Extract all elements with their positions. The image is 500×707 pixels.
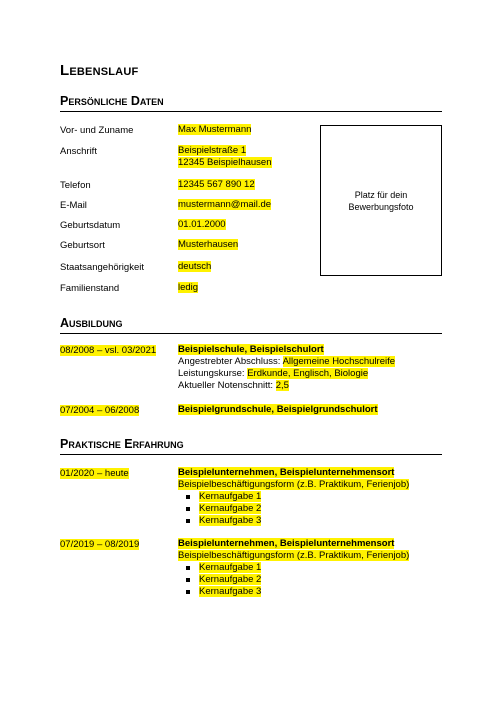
nationality-text: deutsch bbox=[178, 261, 212, 272]
name-label: Vor- und Zuname bbox=[60, 125, 134, 136]
task-text: Kernaufgabe 1 bbox=[199, 491, 262, 502]
experience-entry bbox=[178, 538, 409, 598]
experience-title: Beispielunternehmen, Beispielunternehmensort bbox=[178, 467, 395, 478]
experience-entry bbox=[178, 467, 409, 527]
task-item bbox=[178, 515, 409, 527]
section-heading-experience: Praktische Erfahrung bbox=[60, 437, 442, 455]
email-label: E-Mail bbox=[60, 200, 87, 211]
education-entry bbox=[178, 404, 378, 416]
phone-label: Telefon bbox=[60, 180, 91, 191]
degree-label: Angestrebter Abschluss: bbox=[178, 356, 283, 367]
task-text: Kernaufgabe 3 bbox=[199, 515, 262, 526]
experience-title: Beispielunternehmen, Beispielunternehmensort bbox=[178, 538, 395, 549]
name-text: Max Mustermann bbox=[178, 124, 252, 135]
grade-text: 2,5 bbox=[275, 380, 289, 391]
street-text: Beispielstraße 1 bbox=[178, 145, 247, 156]
birthplace-value bbox=[178, 239, 238, 251]
city-text: 12345 Beispielhausen bbox=[178, 157, 272, 168]
marital-text: ledig bbox=[178, 282, 199, 293]
name-value bbox=[178, 124, 251, 136]
degree-text: Allgemeine Hochschulreife bbox=[282, 356, 396, 367]
education-date bbox=[60, 345, 156, 356]
experience-date bbox=[60, 539, 139, 550]
task-item bbox=[178, 503, 409, 515]
task-item bbox=[178, 491, 409, 503]
task-item bbox=[178, 586, 409, 598]
task-list bbox=[178, 562, 409, 598]
education-date-end: – 06/2008 bbox=[94, 405, 140, 416]
education-date-start: 08/2008 bbox=[60, 345, 95, 356]
experience-role: Beispielbeschäftigungsform (z.B. Praktikum, Ferienjob) bbox=[178, 479, 410, 490]
education-date bbox=[60, 405, 139, 416]
section-heading-education: Ausbildung bbox=[60, 316, 442, 334]
task-text: Kernaufgabe 2 bbox=[199, 574, 262, 585]
marital-value bbox=[178, 282, 198, 294]
experience-date bbox=[60, 468, 129, 479]
nationality-value bbox=[178, 261, 211, 273]
bullet-icon bbox=[186, 507, 190, 511]
email-text: mustermann@mail.de bbox=[178, 199, 272, 210]
phone-value bbox=[178, 179, 255, 191]
bullet-icon bbox=[186, 519, 190, 523]
experience-role: Beispielbeschäftigungsform (z.B. Praktikum, Ferienjob) bbox=[178, 550, 410, 561]
email-value bbox=[178, 199, 271, 211]
task-text: Kernaufgabe 2 bbox=[199, 503, 262, 514]
task-item bbox=[178, 574, 409, 586]
section-heading-personal: Persönliche Daten bbox=[60, 94, 442, 112]
task-item bbox=[178, 562, 409, 574]
photo-placeholder bbox=[320, 125, 442, 276]
nationality-label: Staatsangehörigkeit bbox=[60, 262, 144, 273]
birthplace-text: Musterhausen bbox=[178, 239, 239, 250]
task-text: Kernaufgabe 3 bbox=[199, 586, 262, 597]
birthplace-label: Geburtsort bbox=[60, 240, 105, 251]
phone-text: 12345 567 890 12 bbox=[178, 179, 255, 190]
experience-date-start: 07/2019 bbox=[60, 539, 95, 550]
document-title: Lebenslauf bbox=[60, 62, 139, 79]
education-date-end: – vsl. 03/2021 bbox=[94, 345, 157, 356]
education-entry bbox=[178, 344, 395, 392]
photo-placeholder-text: Platz für dein Bewerbungsfoto bbox=[348, 189, 414, 212]
address-label: Anschrift bbox=[60, 146, 97, 157]
grade-label: Aktueller Notenschnitt: bbox=[178, 380, 276, 391]
birthdate-value bbox=[178, 219, 226, 231]
experience-date-end: – heute bbox=[94, 468, 129, 479]
experience-date-start: 01/2020 bbox=[60, 468, 95, 479]
courses-text: Erdkunde, Englisch, Biologie bbox=[247, 368, 369, 379]
courses-label: Leistungskurse: bbox=[178, 368, 248, 379]
bullet-icon bbox=[186, 578, 190, 582]
bullet-icon bbox=[186, 590, 190, 594]
experience-date-end: – 08/2019 bbox=[94, 539, 140, 550]
bullet-icon bbox=[186, 566, 190, 570]
education-date-start: 07/2004 bbox=[60, 405, 95, 416]
education-title: Beispielgrundschule, Beispielgrundschulort bbox=[178, 404, 378, 415]
education-title: Beispielschule, Beispielschulort bbox=[178, 344, 324, 355]
birthdate-text: 01.01.2000 bbox=[178, 219, 226, 230]
marital-label: Familienstand bbox=[60, 283, 120, 294]
task-list bbox=[178, 491, 409, 527]
birthdate-label: Geburtsdatum bbox=[60, 220, 121, 231]
address-value bbox=[178, 145, 272, 169]
bullet-icon bbox=[186, 495, 190, 499]
task-text: Kernaufgabe 1 bbox=[199, 562, 262, 573]
